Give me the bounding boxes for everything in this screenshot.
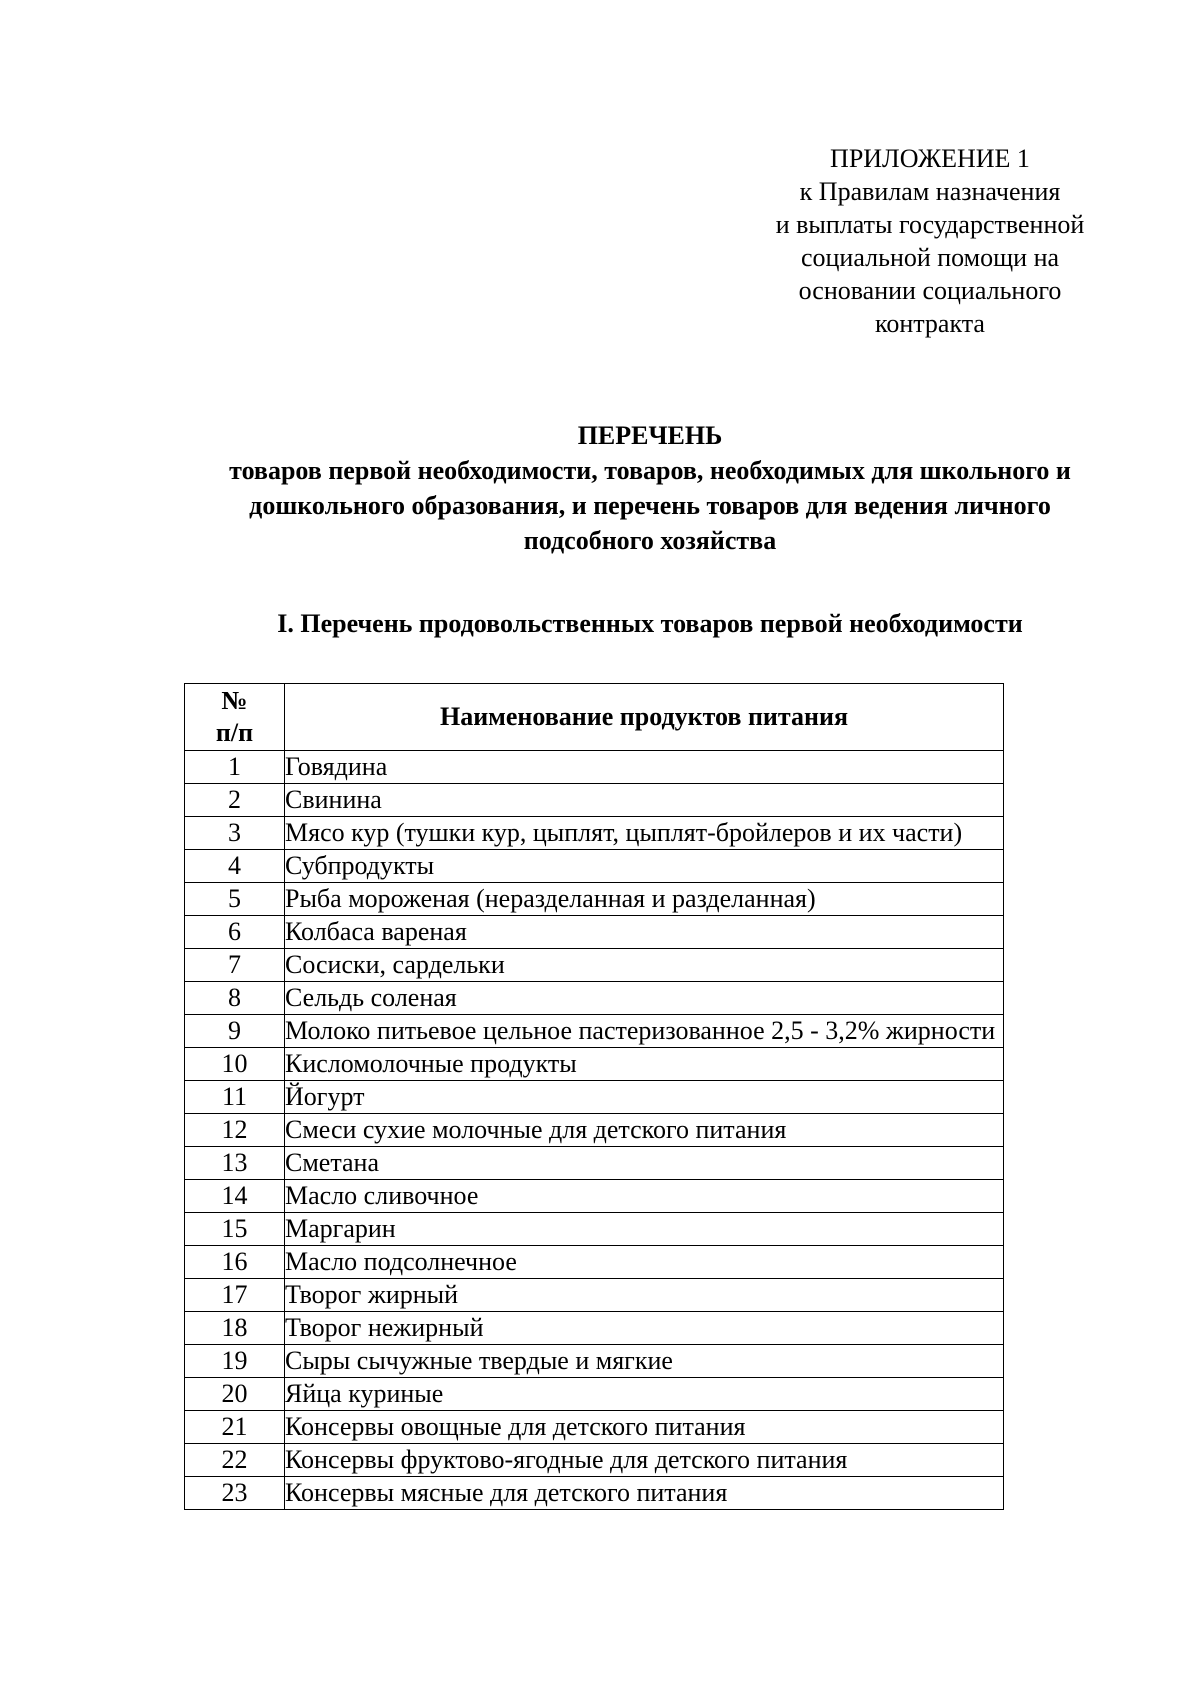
table-row: [185, 1312, 1004, 1345]
row-number: 16: [185, 1246, 285, 1279]
appendix-line: ПРИЛОЖЕНИЕ 1: [830, 144, 1030, 173]
row-number: 21: [185, 1411, 285, 1444]
products-table: [184, 683, 1004, 1510]
product-name: Субпродукты: [285, 850, 1004, 883]
row-number: 13: [185, 1147, 285, 1180]
row-number: 9: [185, 1015, 285, 1048]
product-name: Молоко питьевое цельное пастеризованное 2,5 - 3,2% жирности: [285, 1015, 1004, 1048]
table-header-row: [185, 684, 1004, 751]
table-row: [185, 751, 1004, 784]
row-number: 4: [185, 850, 285, 883]
product-name: Колбаса вареная: [285, 916, 1004, 949]
table-row: [185, 916, 1004, 949]
product-name: Сосиски, сардельки: [285, 949, 1004, 982]
product-name: Мясо кур (тушки кур, цыплят, цыплят-бройлеров и их части): [285, 817, 1004, 850]
product-name: Яйца куриные: [285, 1378, 1004, 1411]
table-row: [185, 1444, 1004, 1477]
product-name: Говядина: [285, 751, 1004, 784]
table-row: [185, 1180, 1004, 1213]
table-row: [185, 982, 1004, 1015]
product-name: Масло сливочное: [285, 1180, 1004, 1213]
table-row: [185, 1015, 1004, 1048]
product-name: Консервы овощные для детского питания: [285, 1411, 1004, 1444]
table-row: [185, 1081, 1004, 1114]
row-number: 18: [185, 1312, 285, 1345]
product-name: Масло подсолнечное: [285, 1246, 1004, 1279]
table-row: [185, 1114, 1004, 1147]
table-row: [185, 1246, 1004, 1279]
product-name: Йогурт: [285, 1081, 1004, 1114]
row-number: 20: [185, 1378, 285, 1411]
title-line: подсобного хозяйства: [523, 526, 777, 555]
row-number: 23: [185, 1477, 285, 1510]
row-number: 14: [185, 1180, 285, 1213]
row-number: 17: [185, 1279, 285, 1312]
row-number: 12: [185, 1114, 285, 1147]
row-number: 3: [185, 817, 285, 850]
header-number-symbol: №: [221, 686, 248, 715]
table-row: [185, 850, 1004, 883]
row-number: 10: [185, 1048, 285, 1081]
header-name-cell: Наименование продуктов питания: [285, 684, 1004, 751]
title-line: ПЕРЕЧЕНЬ: [577, 421, 723, 450]
product-name: Творог жирный: [285, 1279, 1004, 1312]
table-row: [185, 1147, 1004, 1180]
table-body: [185, 751, 1004, 1510]
table-row: [185, 1279, 1004, 1312]
appendix-line: и выплаты государственной: [775, 210, 1085, 239]
document-title: [150, 418, 1150, 558]
product-name: Рыба мороженая (неразделанная и разделанная): [285, 883, 1004, 916]
row-number: 15: [185, 1213, 285, 1246]
table-row: [185, 1378, 1004, 1411]
product-name: Консервы мясные для детского питания: [285, 1477, 1004, 1510]
row-number: 19: [185, 1345, 285, 1378]
product-name: Сыры сычужные твердые и мягкие: [285, 1345, 1004, 1378]
row-number: 22: [185, 1444, 285, 1477]
row-number: 8: [185, 982, 285, 1015]
table-row: [185, 883, 1004, 916]
product-name: Консервы фруктово-ягодные для детского питания: [285, 1444, 1004, 1477]
section-heading: I. Перечень продовольственных товаров первой необходимости: [277, 609, 1023, 638]
row-number: 5: [185, 883, 285, 916]
row-number: 11: [185, 1081, 285, 1114]
table-row: [185, 1345, 1004, 1378]
appendix-line: к Правилам назначения: [799, 177, 1061, 206]
appendix-line: социальной помощи на: [800, 243, 1060, 272]
product-name: Маргарин: [285, 1213, 1004, 1246]
title-line: товаров первой необходимости, товаров, необходимых для школьного и: [229, 456, 1071, 485]
row-number: 6: [185, 916, 285, 949]
row-number: 1: [185, 751, 285, 784]
appendix-header: [680, 142, 1180, 340]
product-name: Смеси сухие молочные для детского питания: [285, 1114, 1004, 1147]
appendix-line: основании социального: [798, 276, 1062, 305]
table-row: [185, 1411, 1004, 1444]
product-name: Сметана: [285, 1147, 1004, 1180]
table-row: [185, 817, 1004, 850]
appendix-line: контракта: [875, 309, 985, 338]
header-number-abbrev: п/п: [215, 718, 254, 747]
row-number: 2: [185, 784, 285, 817]
table-row: [185, 1477, 1004, 1510]
table-row: [185, 784, 1004, 817]
product-name: Кисломолочные продукты: [285, 1048, 1004, 1081]
table-row: [185, 1048, 1004, 1081]
title-line: дошкольного образования, и перечень товаров для ведения личного: [249, 491, 1051, 520]
header-number-cell: [185, 684, 285, 751]
product-name: Сельдь соленая: [285, 982, 1004, 1015]
table-row: [185, 1213, 1004, 1246]
product-name: Свинина: [285, 784, 1004, 817]
row-number: 7: [185, 949, 285, 982]
table-row: [185, 949, 1004, 982]
product-name: Творог нежирный: [285, 1312, 1004, 1345]
